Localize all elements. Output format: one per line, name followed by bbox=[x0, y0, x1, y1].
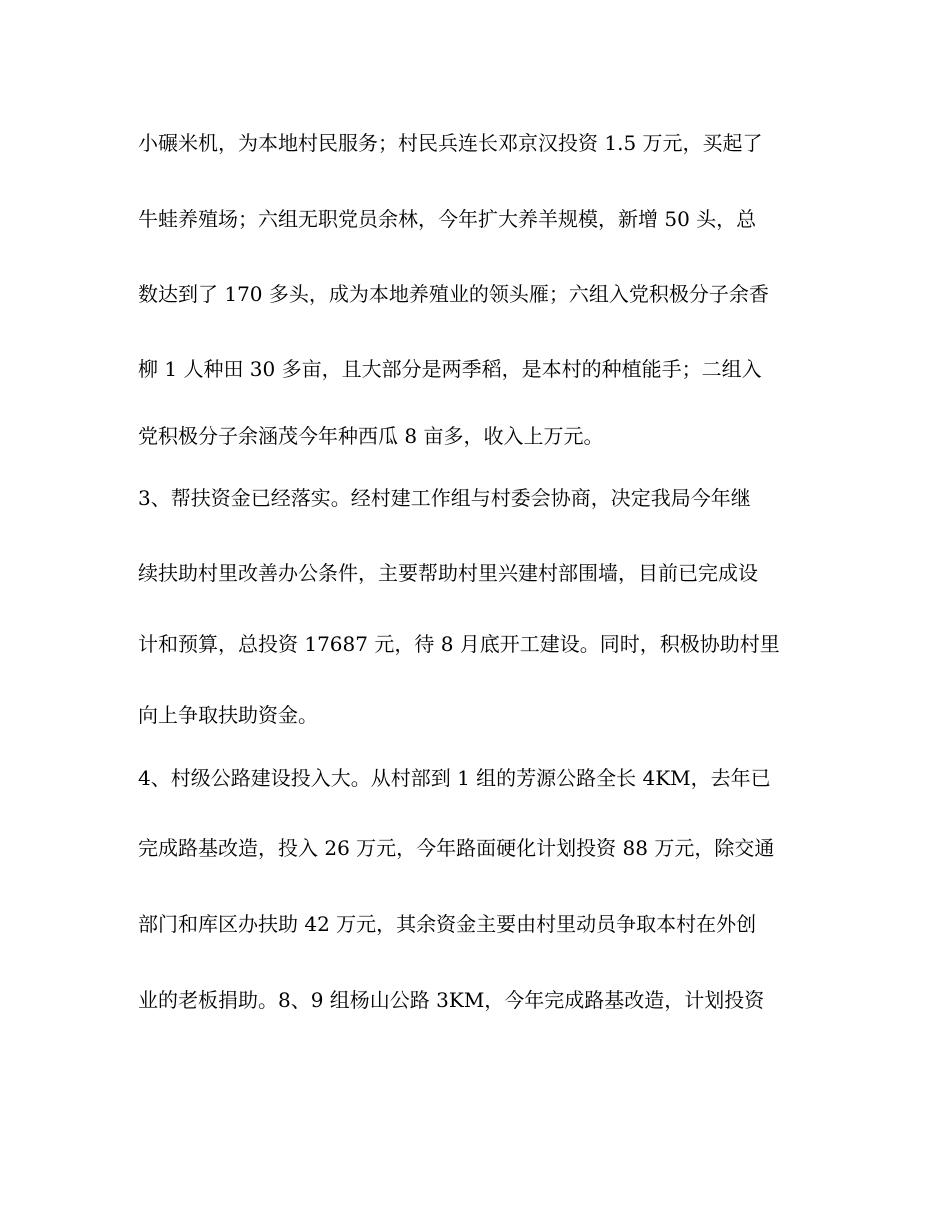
text-line: 牛蛙养殖场；六组无职党员余林，今年扩大养羊规模，新增 50 头，总 bbox=[138, 207, 757, 231]
text-line: 部门和库区办扶助 42 万元，其余资金主要由村里动员争取本村在外创 bbox=[138, 912, 757, 936]
text-line: 向上争取扶助资金。 bbox=[138, 703, 318, 727]
text-line: 续扶助村里改善办公条件，主要帮助村里兴建村部围墙，目前已完成设 bbox=[138, 561, 758, 585]
text-line: 柳 1 人种田 30 多亩，且大部分是两季稻，是本村的种植能手；二组入 bbox=[138, 357, 762, 381]
text-line: 完成路基改造，投入 26 万元，今年路面硬化计划投资 88 万元，除交通 bbox=[138, 836, 775, 860]
text-line: 小碾米机，为本地村民服务；村民兵连长邓京汉投资 1.5 万元，买起了 bbox=[138, 131, 763, 155]
text-line: 业的老板捐助。8、9 组杨山公路 3KM，今年完成路基改造，计划投资 bbox=[138, 988, 765, 1012]
text-line: 3、帮扶资金已经落实。经村建工作组与村委会协商，决定我局今年继 bbox=[138, 486, 751, 510]
text-line: 数达到了 170 多头，成为本地养殖业的领头雁；六组入党积极分子余香 bbox=[138, 282, 769, 306]
text-line: 党积极分子余涵茂今年种西瓜 8 亩多，收入上万元。 bbox=[138, 424, 604, 448]
text-line: 4、村级公路建设投入大。从村部到 1 组的芳源公路全长 4KM，去年已 bbox=[138, 766, 771, 790]
text-line: 计和预算，总投资 17687 元，待 8 月底开工建设。同时，积极协助村里 bbox=[138, 632, 780, 656]
